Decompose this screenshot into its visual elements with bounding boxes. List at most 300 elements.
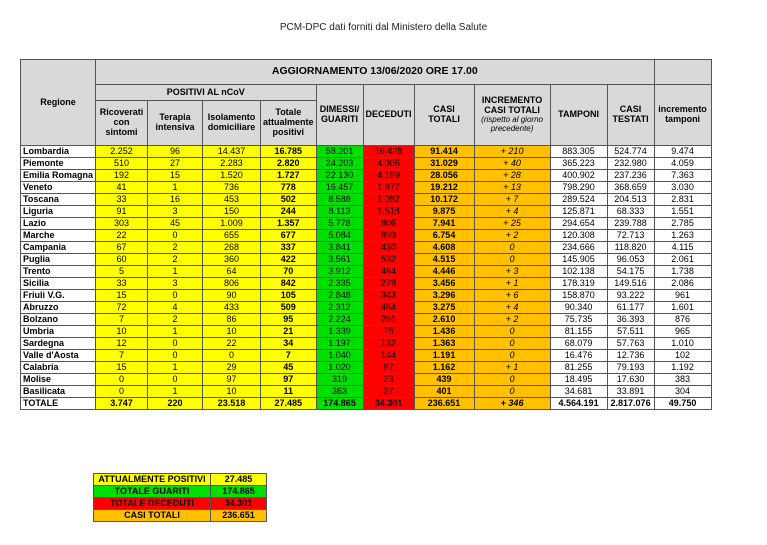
cell-casi: 4.515 [414,254,474,266]
cell-inc: + 1 [474,278,550,290]
cell-inct: 3.030 [654,182,711,194]
cell-inct: 49.750 [654,398,711,410]
cell-tam: 365.223 [550,158,607,170]
cell-inct: 2.785 [654,218,711,230]
cell-inc: 0 [474,254,550,266]
header-incremento-sub: (rispetto al giorno precedente) [481,115,543,133]
cell-tam: 289.524 [550,194,607,206]
cell-iso: 806 [203,278,261,290]
cell-dim: 363 [316,386,363,398]
cell-region: Piemonte [21,158,96,170]
header-terapia: Terapia intensiva [148,101,203,146]
cell-ric: 33 [96,278,148,290]
cell-inct: 1.010 [654,338,711,350]
cell-dim: 2.312 [316,302,363,314]
cell-region: Umbria [21,326,96,338]
cell-dim: 8.588 [316,194,363,206]
summary-value: 27.485 [211,474,267,486]
cell-tam: 34.681 [550,386,607,398]
cell-iso: 90 [203,290,261,302]
cell-iso: 10 [203,326,261,338]
header-regione: Regione [21,60,96,146]
cell-ric: 67 [96,242,148,254]
table-row [21,290,712,302]
cell-dim: 5.084 [316,230,363,242]
cell-casi: 3.456 [414,278,474,290]
cell-inc: 0 [474,386,550,398]
cell-iso: 268 [203,242,261,254]
cell-iso: 360 [203,254,261,266]
cell-dim: 2.335 [316,278,363,290]
table-row [21,194,712,206]
header-ricoverati: Ricoverati con sintomi [96,101,148,146]
cell-iso: 1.009 [203,218,261,230]
cell-iso: 14.437 [203,146,261,158]
cell-ric: 0 [96,386,148,398]
summary-row [94,474,267,486]
cell-ter: 0 [148,230,203,242]
cell-ter: 1 [148,266,203,278]
cell-casi: 1.436 [414,326,474,338]
cell-test: 72.713 [607,230,654,242]
summary-label: TOTALE GUARITI [94,486,211,498]
cell-inct: 9.474 [654,146,711,158]
cell-casi: 2.610 [414,314,474,326]
cell-casi: 10.172 [414,194,474,206]
cell-test: 204.513 [607,194,654,206]
cell-tot: 778 [261,182,317,194]
cell-region: Puglia [21,254,96,266]
cell-tot: 11 [261,386,317,398]
cell-ter: 27 [148,158,203,170]
cell-dec: 291 [363,314,414,326]
cell-inct: 876 [654,314,711,326]
summary-value: 34.301 [211,498,267,510]
cell-region: Campania [21,242,96,254]
cell-tot: 842 [261,278,317,290]
cell-dec: 27 [363,386,414,398]
cell-test: 232.980 [607,158,654,170]
cell-dim: 1.040 [316,350,363,362]
cell-test: 57.763 [607,338,654,350]
table-row [21,326,712,338]
cell-dim: 1.197 [316,338,363,350]
header-casi-totali: CASI TOTALI [414,85,474,146]
cell-dec: 1.977 [363,182,414,194]
cell-ric: 2.252 [96,146,148,158]
cell-dec: 132 [363,338,414,350]
header-incremento-tamponi: incremento tamponi [654,85,711,146]
summary-value: 174.865 [211,486,267,498]
cell-inc: + 4 [474,206,550,218]
cell-ter: 2 [148,314,203,326]
cell-tot: 7 [261,350,317,362]
cell-ter: 1 [148,362,203,374]
cell-tam: 102.138 [550,266,607,278]
cell-casi: 7.941 [414,218,474,230]
cell-inc: + 2 [474,230,550,242]
cell-tot: 337 [261,242,317,254]
cell-test: 57.511 [607,326,654,338]
cell-dec: 279 [363,278,414,290]
cell-inct: 1.738 [654,266,711,278]
header-casi-testati: CASI TESTATI [607,85,654,146]
cell-test: 68.333 [607,206,654,218]
cell-ric: 0 [96,374,148,386]
cell-ter: 15 [148,170,203,182]
cell-tam: 18.495 [550,374,607,386]
cell-tam: 234.666 [550,242,607,254]
cell-tot: 27.485 [261,398,317,410]
cell-inc: + 210 [474,146,550,158]
cell-iso: 22 [203,338,261,350]
cell-dim: 3.561 [316,254,363,266]
cell-casi: 4.446 [414,266,474,278]
cell-dim: 3.841 [316,242,363,254]
summary-label: ATTUALMENTE POSITIVI [94,474,211,486]
cell-test: 237.236 [607,170,654,182]
cell-region: Trento [21,266,96,278]
cell-tot: 244 [261,206,317,218]
cell-dec: 23 [363,374,414,386]
cell-casi: 31.029 [414,158,474,170]
cell-test: 524.774 [607,146,654,158]
cell-dec: 1.082 [363,194,414,206]
cell-ric: 12 [96,338,148,350]
cell-test: 33.891 [607,386,654,398]
cell-ter: 1 [148,326,203,338]
cell-inct: 102 [654,350,711,362]
cell-test: 54.175 [607,266,654,278]
cell-dec: 97 [363,362,414,374]
cell-dim: 24.203 [316,158,363,170]
cell-inc: + 3 [474,266,550,278]
cell-inc: + 4 [474,302,550,314]
header-isolamento: Isolamento domiciliare [203,101,261,146]
cell-casi: 401 [414,386,474,398]
header-positivi: POSITIVI AL nCoV [96,85,317,101]
cell-tot: 677 [261,230,317,242]
header-deceduti: DECEDUTI [363,85,414,146]
table-row [21,374,712,386]
cell-test: 61.177 [607,302,654,314]
table-row [21,206,712,218]
cell-region: TOTALE [21,398,96,410]
cell-ter: 16 [148,194,203,206]
cell-test: 368.659 [607,182,654,194]
cell-tot: 502 [261,194,317,206]
cell-region: Toscana [21,194,96,206]
cell-tot: 45 [261,362,317,374]
cell-region: Basilicata [21,386,96,398]
cell-dim: 2.848 [316,290,363,302]
cell-region: Sicilia [21,278,96,290]
summary-row [94,498,267,510]
cell-tot: 1.727 [261,170,317,182]
cell-tam: 81.155 [550,326,607,338]
cell-inc: + 7 [474,194,550,206]
table-row [21,386,712,398]
cell-region: Abruzzo [21,302,96,314]
cell-casi: 19.212 [414,182,474,194]
table-row [21,350,712,362]
cell-ric: 15 [96,290,148,302]
cell-ric: 72 [96,302,148,314]
cell-casi: 28.056 [414,170,474,182]
cell-tot: 422 [261,254,317,266]
header-blank [654,60,711,85]
cell-region: Bolzano [21,314,96,326]
cell-ter: 2 [148,254,203,266]
cell-inct: 1.263 [654,230,711,242]
cell-dec: 4.199 [363,170,414,182]
cell-region: Molise [21,374,96,386]
table-row [21,278,712,290]
cell-ric: 15 [96,362,148,374]
header-incremento-label: INCREMENTO CASI TOTALI [481,95,543,116]
cell-test: 149.516 [607,278,654,290]
cell-tot: 2.820 [261,158,317,170]
summary-label: CASI TOTALI [94,510,211,522]
cell-tot: 16.785 [261,146,317,158]
cell-inc: + 25 [474,218,550,230]
cell-casi: 1.363 [414,338,474,350]
table-row [21,302,712,314]
cell-iso: 150 [203,206,261,218]
cell-iso: 453 [203,194,261,206]
summary-value: 236.651 [211,510,267,522]
cell-dim: 58.201 [316,146,363,158]
cell-ter: 0 [148,350,203,362]
summary-table [93,473,267,522]
cell-dim: 174.865 [316,398,363,410]
cell-inct: 2.086 [654,278,711,290]
cell-ter: 0 [148,374,203,386]
cell-ter: 1 [148,182,203,194]
cell-dec: 34.301 [363,398,414,410]
cell-dec: 4.006 [363,158,414,170]
cell-tot: 70 [261,266,317,278]
cell-ric: 91 [96,206,148,218]
cell-ric: 5 [96,266,148,278]
cell-ric: 192 [96,170,148,182]
cell-dim: 1.020 [316,362,363,374]
cell-ter: 0 [148,290,203,302]
cell-inct: 1.551 [654,206,711,218]
cell-dim: 8.113 [316,206,363,218]
summary-row [94,486,267,498]
cell-ter: 96 [148,146,203,158]
cell-test: 17.630 [607,374,654,386]
cell-dec: 454 [363,302,414,314]
cell-casi: 9.875 [414,206,474,218]
cell-ric: 10 [96,326,148,338]
cell-dec: 464 [363,266,414,278]
cell-dec: 532 [363,254,414,266]
cell-iso: 655 [203,230,261,242]
cell-ric: 41 [96,182,148,194]
cell-ric: 3.747 [96,398,148,410]
cell-tot: 105 [261,290,317,302]
header-incremento [474,85,550,146]
table-row [21,266,712,278]
cell-ter: 220 [148,398,203,410]
cell-tam: 4.564.191 [550,398,607,410]
cell-inct: 7.363 [654,170,711,182]
cell-tam: 75.735 [550,314,607,326]
cell-inct: 383 [654,374,711,386]
cell-dec: 430 [363,242,414,254]
table-row [21,242,712,254]
cell-iso: 0 [203,350,261,362]
cell-tot: 34 [261,338,317,350]
cell-dec: 806 [363,218,414,230]
total-row [21,398,712,410]
cell-test: 79.193 [607,362,654,374]
table-row [21,338,712,350]
cell-test: 239.788 [607,218,654,230]
cell-iso: 736 [203,182,261,194]
cell-test: 118.820 [607,242,654,254]
cell-tam: 798.290 [550,182,607,194]
cell-dec: 76 [363,326,414,338]
cell-casi: 1.162 [414,362,474,374]
cell-inc: + 40 [474,158,550,170]
cell-casi: 3.275 [414,302,474,314]
cell-ter: 1 [148,386,203,398]
header-tamponi: TAMPONI [550,85,607,146]
cell-inct: 1.601 [654,302,711,314]
cell-inc: + 1 [474,362,550,374]
cell-region: Calabria [21,362,96,374]
summary-label: TOTALE DECEDUTI [94,498,211,510]
cell-tam: 68.079 [550,338,607,350]
table-row [21,218,712,230]
cell-iso: 10 [203,386,261,398]
cell-inc: 0 [474,338,550,350]
header-totale-positivi: Totale attualmente positivi [261,101,317,146]
cell-casi: 439 [414,374,474,386]
cell-dec: 16.428 [363,146,414,158]
cell-casi: 4.608 [414,242,474,254]
cell-casi: 6.754 [414,230,474,242]
cell-region: Veneto [21,182,96,194]
cell-region: Liguria [21,206,96,218]
cell-ric: 303 [96,218,148,230]
cell-iso: 2.283 [203,158,261,170]
cell-inc: + 28 [474,170,550,182]
cell-region: Emilia Romagna [21,170,96,182]
cell-test: 36.393 [607,314,654,326]
cell-inct: 2.061 [654,254,711,266]
cell-region: Sardegna [21,338,96,350]
cell-ric: 7 [96,314,148,326]
cell-tot: 1.357 [261,218,317,230]
cell-inct: 304 [654,386,711,398]
cell-casi: 91.414 [414,146,474,158]
cell-ric: 510 [96,158,148,170]
page-header: PCM-DPC dati forniti dal Ministero della Salute [279,22,488,33]
summary-row [94,510,267,522]
cell-iso: 1.520 [203,170,261,182]
cell-ter: 3 [148,206,203,218]
cell-casi: 236.651 [414,398,474,410]
cell-inc: 0 [474,350,550,362]
cell-test: 96.053 [607,254,654,266]
cell-inct: 4.115 [654,242,711,254]
table-row [21,146,712,158]
cell-tam: 125.871 [550,206,607,218]
cell-inct: 1.192 [654,362,711,374]
cell-tam: 400.902 [550,170,607,182]
table-row [21,254,712,266]
cell-iso: 23.518 [203,398,261,410]
cell-dec: 343 [363,290,414,302]
cell-ter: 45 [148,218,203,230]
cell-ter: 0 [148,338,203,350]
cell-region: Lazio [21,218,96,230]
cell-iso: 433 [203,302,261,314]
cell-iso: 29 [203,362,261,374]
table-row [21,362,712,374]
covid-table [20,59,712,410]
table-row [21,182,712,194]
cell-dim: 3.912 [316,266,363,278]
cell-tam: 90.340 [550,302,607,314]
cell-iso: 97 [203,374,261,386]
cell-region: Marche [21,230,96,242]
cell-region: Valle d'Aosta [21,350,96,362]
cell-test: 2.817.076 [607,398,654,410]
cell-inc: + 6 [474,290,550,302]
cell-tam: 178.319 [550,278,607,290]
cell-region: Friuli V.G. [21,290,96,302]
cell-ter: 4 [148,302,203,314]
cell-casi: 1.191 [414,350,474,362]
cell-inct: 4.059 [654,158,711,170]
cell-ric: 33 [96,194,148,206]
cell-dec: 993 [363,230,414,242]
table-row [21,158,712,170]
cell-dim: 5.778 [316,218,363,230]
cell-ric: 60 [96,254,148,266]
cell-test: 93.222 [607,290,654,302]
cell-inc: 0 [474,326,550,338]
cell-inc: 0 [474,374,550,386]
cell-tam: 81.255 [550,362,607,374]
cell-tot: 97 [261,374,317,386]
cell-iso: 64 [203,266,261,278]
cell-iso: 86 [203,314,261,326]
table-row [21,170,712,182]
cell-test: 12.736 [607,350,654,362]
cell-tot: 95 [261,314,317,326]
header-dimessi: DIMESSI/ GUARITI [316,85,363,146]
cell-dim: 319 [316,374,363,386]
cell-dec: 144 [363,350,414,362]
header-aggiornamento: AGGIORNAMENTO 13/06/2020 ORE 17.00 [96,60,655,85]
cell-dim: 1.339 [316,326,363,338]
cell-tam: 145.905 [550,254,607,266]
cell-dec: 1.518 [363,206,414,218]
cell-tot: 509 [261,302,317,314]
cell-casi: 3.296 [414,290,474,302]
cell-inct: 2.831 [654,194,711,206]
cell-inc: + 2 [474,314,550,326]
cell-dim: 16.457 [316,182,363,194]
cell-inct: 965 [654,326,711,338]
cell-ric: 22 [96,230,148,242]
